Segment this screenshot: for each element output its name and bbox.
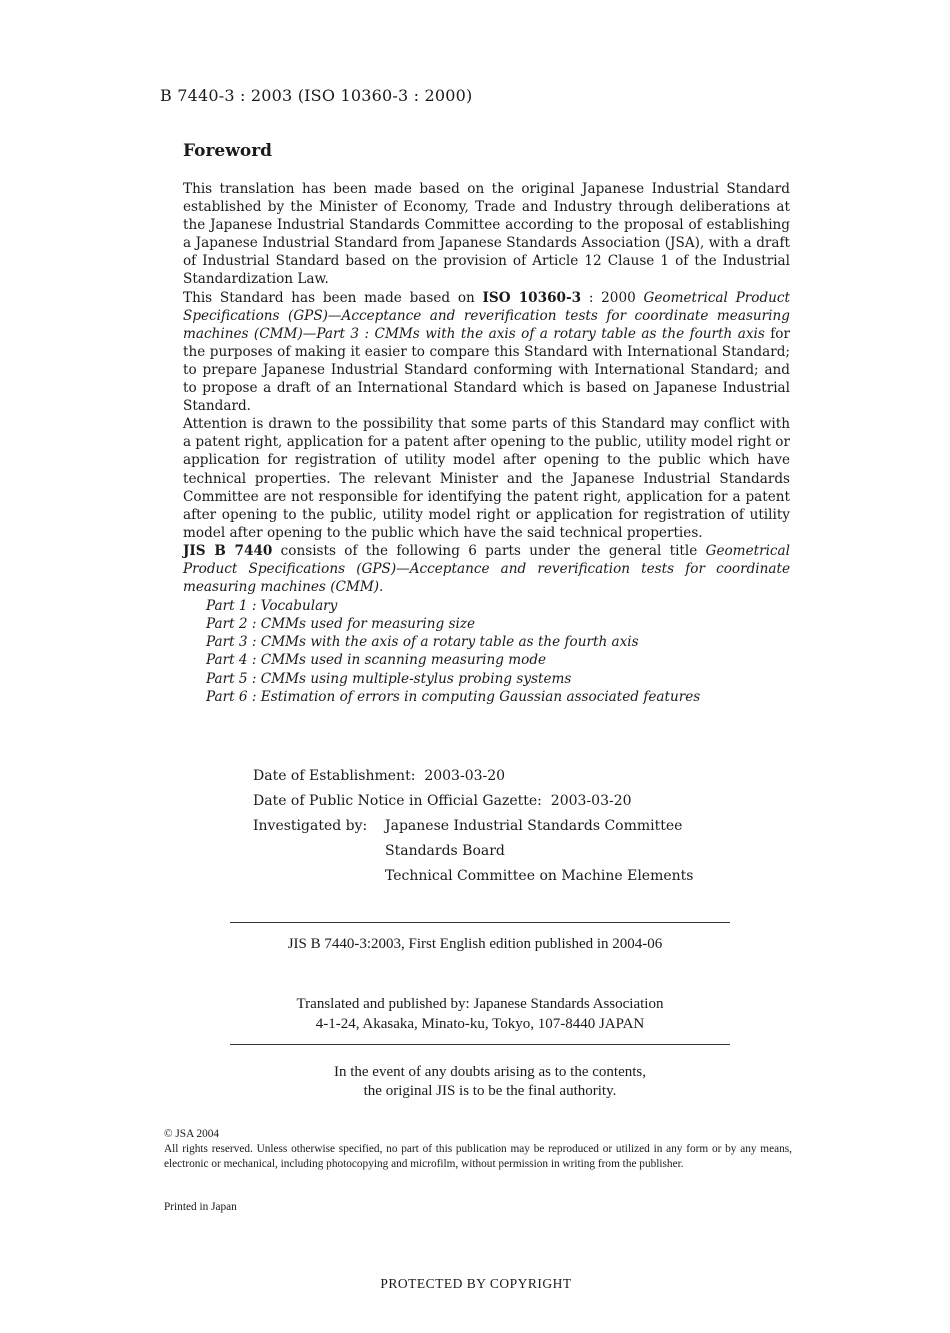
investigated-row: [253, 839, 693, 864]
investigated-row: [253, 864, 693, 889]
foreword-paragraph-3: Attention is drawn to the possibility that some parts of this Standard may conflict with a patent right, application for a patent after opening to the public, utility model right or application for registration of utility model after opening to the public which have technical properties. The relevant Minister and the Japanese Industrial Standards Committee are not responsible for identifying the patent right, application for a patent after opening to the public, utility model right or application for registration of utility model after opening to the public which have the said technical properties.: [183, 416, 790, 541]
general-title: Geometrical Product Specifications (GPS)—Acceptance and reverification tests for coordinate measuring machines (CMM).: [183, 542, 790, 596]
list-item: Part 2 : CMMs used for measuring size: [206, 616, 476, 633]
list-item: Part 3 : CMMs with the axis of a rotary table as the fourth axis: [206, 634, 639, 651]
copyright-block: [164, 1127, 792, 1172]
edition-line: JIS B 7440-3:2003, First English edition published in 2004-06: [287, 936, 663, 952]
iso-reference: ISO 10360-3: [482, 289, 582, 306]
investigated-technical-committee: Technical Committee on Machine Elements: [385, 868, 694, 884]
dates-block: [253, 764, 693, 889]
rights-statement: All rights reserved. Unless otherwise specified, no part of this publication may be reproduced or utilized in any form or by any means, electronic or mechanical, including photocopying and microfilm, without permission in writing from the publisher.: [164, 1143, 792, 1170]
list-item: Part 5 : CMMs using multiple-stylus probing systems: [206, 670, 572, 687]
p4-text-a: consists of the following 6 parts under the general title: [272, 542, 706, 559]
investigated-label: Investigated by:: [253, 818, 368, 834]
notice-label: Date of Public Notice in Official Gazette:: [253, 793, 542, 809]
p2-text-c: for the purposes of making it easier to compare this Standard with International Standard; to prepare Japanese Industrial Standard conforming with International Standard; and to propose a draft of an International Standard which is based on Japanese Industrial Standard.: [183, 325, 790, 415]
authority-note: [0, 1063, 950, 1101]
foreword-heading: Foreword: [183, 141, 273, 161]
establishment-label: Date of Establishment:: [253, 768, 416, 784]
jis-reference: JIS B 7440: [183, 542, 273, 559]
foreword-paragraph-4: [183, 542, 790, 596]
p2-text-b: : 2000: [581, 289, 644, 306]
authority-line-1: In the event of any doubts arising as to the contents,: [333, 1064, 646, 1080]
foreword-paragraph-1: This translation has been made based on the original Japanese Industrial Standard established by the Minister of Economy, Trade and Industry through deliberations at the Japanese Industrial Standards Committee according to the proposal of establishing a Japanese Industrial Standard from Japanese Standards Association (JSA), with a draft of Industrial Standard based on the provision of Article 12 Clause 1 of the Industrial Standardization Law.: [183, 181, 790, 288]
translated-by-line: Translated and published by: Japanese Standards Association: [296, 996, 664, 1012]
p2-text-a: This Standard has been made based on: [183, 289, 483, 306]
establishment-date: 2003-03-20: [424, 768, 506, 784]
notice-date: 2003-03-20: [550, 793, 632, 809]
parts-list: [206, 597, 790, 706]
authority-line-2: the original JIS is to be the final authority.: [363, 1083, 617, 1099]
investigated-committee: Japanese Industrial Standards Committee: [385, 818, 683, 834]
list-item: Part 4 : CMMs used in scanning measuring mode: [206, 652, 547, 669]
notice-row: [253, 789, 693, 814]
iso-title: Geometrical Product Specifications (GPS)—Acceptance and reverification tests for coordinate measuring machines (CMM)—Part 3 : CMMs with the axis of a rotary table as the fourth axis: [183, 289, 790, 342]
establishment-row: [253, 764, 693, 789]
printed-in: Printed in Japan: [164, 1201, 237, 1213]
investigated-board: Standards Board: [385, 843, 505, 859]
foreword-body: [183, 180, 790, 706]
copyright-line: © JSA 2004: [164, 1128, 220, 1140]
copyright-footer: PROTECTED BY COPYRIGHT: [380, 1276, 572, 1291]
translated-by-block: [0, 994, 950, 1034]
list-item: Part 6 : Estimation of errors in computing Gaussian associated features: [206, 688, 701, 705]
divider: [230, 1044, 730, 1045]
standard-number-header: B 7440-3 : 2003 (ISO 10360-3 : 2000): [160, 86, 473, 105]
address-line: 4-1-24, Akasaka, Minato-ku, Tokyo, 107-8440 JAPAN: [315, 1016, 645, 1032]
list-item: Part 1 : Vocabulary: [206, 598, 338, 615]
investigated-row: [253, 814, 693, 839]
divider: [230, 922, 730, 923]
foreword-paragraph-2: [183, 289, 790, 416]
